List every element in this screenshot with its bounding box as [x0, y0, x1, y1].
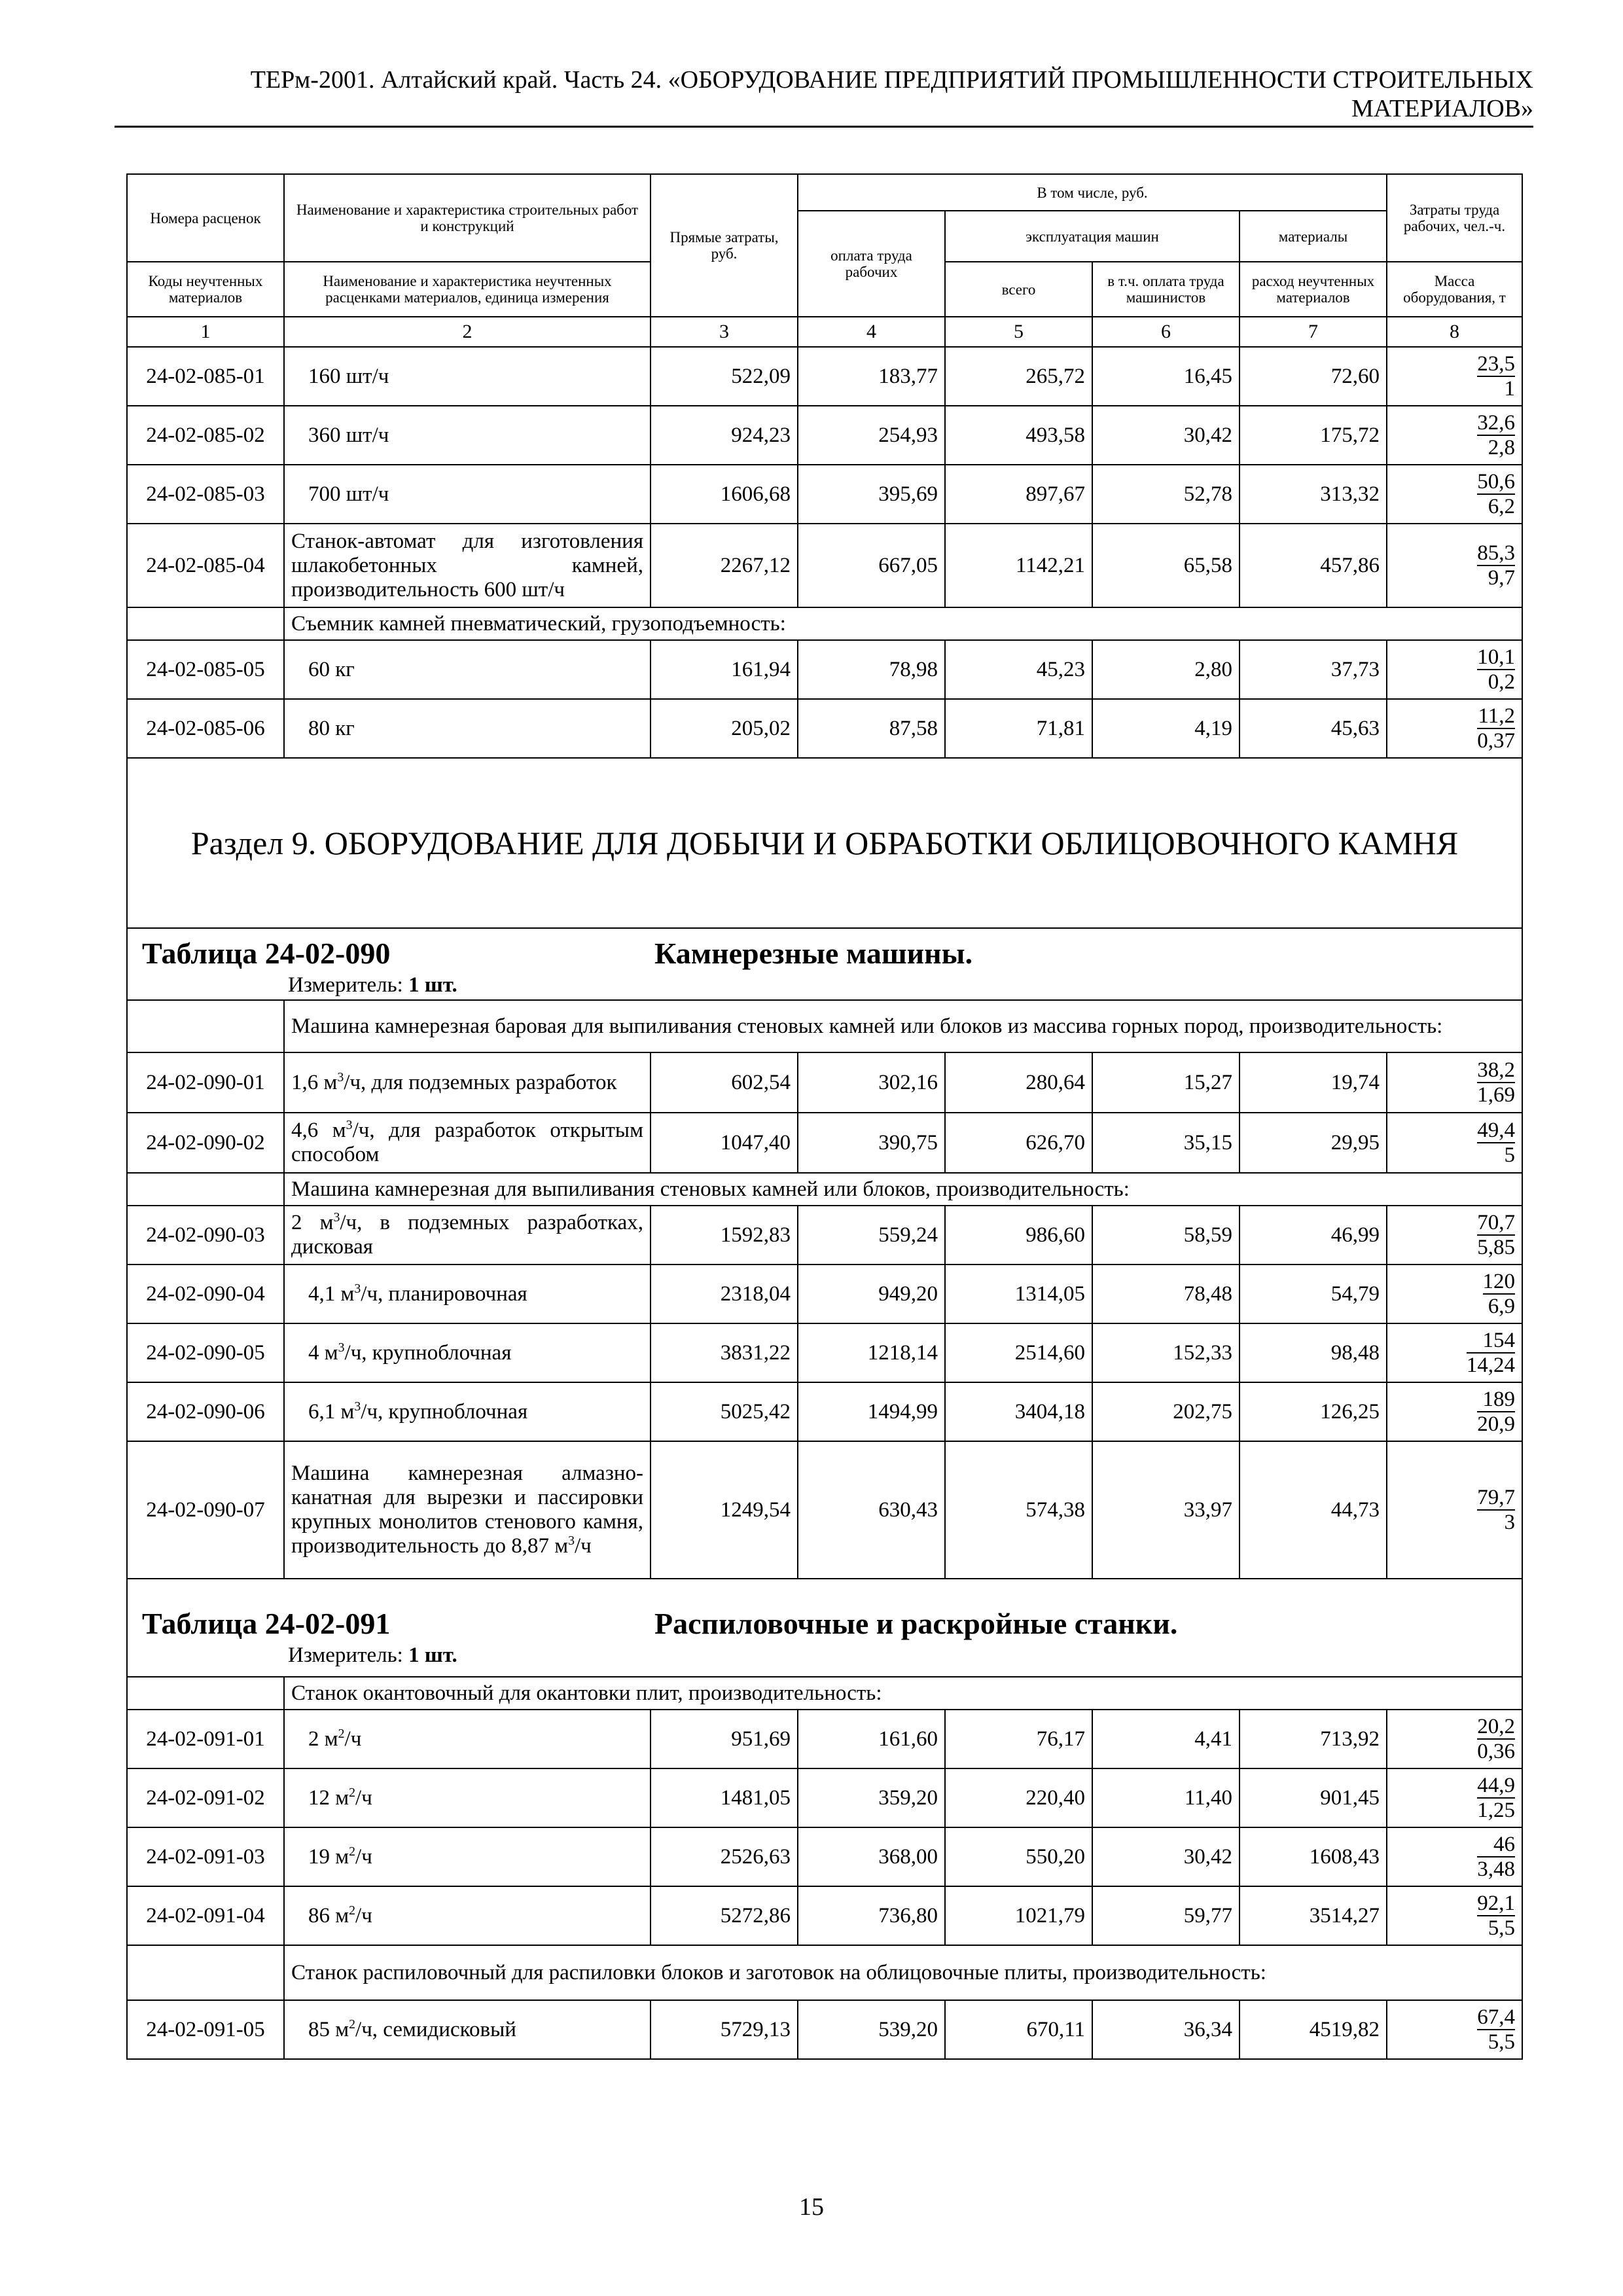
- direct-cost: 205,02: [651, 699, 798, 758]
- table-row: [127, 1206, 1522, 1265]
- rate-unit: /ч, крупноблочная: [361, 1399, 528, 1424]
- col-direct: Прямые затраты, руб.: [651, 174, 798, 317]
- rate-code: 24-02-090-06: [127, 1382, 284, 1441]
- group-row: [127, 1173, 1522, 1206]
- materials: 45,63: [1240, 699, 1387, 758]
- group-title: Машина камнерезная баровая для выпиливания стеновых камней или блоков из массива горных пород, производительность:: [284, 1000, 1522, 1052]
- table-row: [127, 1768, 1522, 1827]
- materials: 1608,43: [1240, 1827, 1387, 1886]
- direct-cost: 924,23: [651, 406, 798, 465]
- col-num: 5: [945, 317, 1092, 347]
- measure-label: Измеритель:: [288, 1643, 403, 1667]
- rate-code: 24-02-085-01: [127, 347, 284, 406]
- mass-value: 2,8: [1488, 436, 1516, 459]
- mass-value: 1: [1504, 377, 1516, 401]
- col-num: 2: [284, 317, 651, 347]
- rate-unit: /ч, для подземных разработок: [344, 1070, 617, 1094]
- rate-qty: 12 м: [308, 1785, 349, 1810]
- machinist-wages: 58,59: [1092, 1206, 1240, 1265]
- rate-name: [284, 1441, 651, 1579]
- measure-value: 1 шт.: [408, 1643, 457, 1667]
- table-row: [127, 1265, 1522, 1323]
- unit-exponent: 2: [349, 2017, 356, 2032]
- rate-qty: Машина камнерезная алмазно-канатная для вырезки и пассировки крупных монолитов стенового камня, производительность до 8,87 м: [291, 1462, 643, 1558]
- rate-code: 24-02-090-01: [127, 1052, 284, 1113]
- col-machines: эксплуатация машин: [945, 211, 1240, 262]
- mass-value: 6,2: [1488, 495, 1516, 518]
- labor-mass: [1387, 1323, 1522, 1382]
- labor-value: 46: [1477, 1833, 1515, 1857]
- machinist-wages: 2,80: [1092, 640, 1240, 699]
- table-title: Распиловочные и раскройные станки.: [654, 1607, 1178, 1640]
- measure-value: 1 шт.: [408, 973, 457, 997]
- rate-unit: /ч: [355, 1785, 372, 1810]
- table-row: [127, 465, 1522, 524]
- rate-code: 24-02-091-03: [127, 1827, 284, 1886]
- mass-value: 6,9: [1488, 1295, 1516, 1318]
- rate-code: 24-02-091-04: [127, 1886, 284, 1945]
- wages: 1494,99: [798, 1382, 945, 1441]
- rate-code: 24-02-090-04: [127, 1265, 284, 1323]
- mass-value: 20,9: [1477, 1412, 1516, 1436]
- section-heading: Раздел 9. ОБОРУДОВАНИЕ ДЛЯ ДОБЫЧИ И ОБРАБОТКИ ОБЛИЦОВОЧНОГО КАМНЯ: [127, 758, 1522, 928]
- labor-value: 49,4: [1477, 1119, 1516, 1142]
- rate-name: 160 шт/ч: [284, 347, 651, 406]
- labor-value: 11,2: [1478, 704, 1516, 728]
- machines-total: 45,23: [945, 640, 1092, 699]
- table-heading: [134, 1605, 1515, 1642]
- rate-code: 24-02-090-07: [127, 1441, 284, 1579]
- unit-exponent: 3: [354, 1281, 361, 1296]
- rate-unit: /ч: [355, 1844, 372, 1869]
- group-spacer: [127, 1173, 284, 1206]
- rate-name: [284, 2000, 651, 2059]
- rate-name: Станок-автомат для изготовления шлакобетонных камней, производительность 600 шт/ч: [284, 524, 651, 607]
- rate-qty: 6,1 м: [308, 1399, 355, 1424]
- wages: 87,58: [798, 699, 945, 758]
- machinist-wages: 30,42: [1092, 406, 1240, 465]
- machinist-wages: 152,33: [1092, 1323, 1240, 1382]
- unit-exponent: 3: [354, 1399, 361, 1414]
- materials: 175,72: [1240, 406, 1387, 465]
- rate-name: [284, 1382, 651, 1441]
- labor-mass: [1387, 406, 1522, 465]
- wages: 390,75: [798, 1113, 945, 1173]
- group-title: Станок окантовочный для окантовки плит, производительность:: [284, 1677, 1522, 1710]
- mass-value: 5,5: [1488, 1916, 1516, 1940]
- col-code-bottom: Коды неучтенных материалов: [127, 262, 284, 317]
- machines-total: 626,70: [945, 1113, 1092, 1173]
- mass-value: 3: [1504, 1511, 1516, 1534]
- labor-value: 32,6: [1477, 411, 1516, 435]
- rate-code: 24-02-090-05: [127, 1323, 284, 1382]
- materials: 37,73: [1240, 640, 1387, 699]
- col-incl-wages: в т.ч. оплата труда машинистов: [1092, 262, 1240, 317]
- rate-name: 360 шт/ч: [284, 406, 651, 465]
- direct-cost: 1592,83: [651, 1206, 798, 1265]
- machinist-wages: 65,58: [1092, 524, 1240, 607]
- direct-cost: 5729,13: [651, 2000, 798, 2059]
- materials: 3514,27: [1240, 1886, 1387, 1945]
- col-incl: В том числе, руб.: [798, 174, 1387, 211]
- group-row: [127, 1000, 1522, 1052]
- rate-name: [284, 1768, 651, 1827]
- machinist-wages: 36,34: [1092, 2000, 1240, 2059]
- labor-mass: [1387, 1886, 1522, 1945]
- table-title-cell: [127, 928, 1522, 1000]
- materials: 54,79: [1240, 1265, 1387, 1323]
- labor-mass: [1387, 1441, 1522, 1579]
- table-row: [127, 1441, 1522, 1579]
- col-materials: материалы: [1240, 211, 1387, 262]
- wages: 183,77: [798, 347, 945, 406]
- wages: 254,93: [798, 406, 945, 465]
- unit-exponent: 3: [333, 1210, 340, 1225]
- table-row: [127, 640, 1522, 699]
- mass-value: 9,7: [1488, 566, 1516, 590]
- col-code-top: Номера расценок: [127, 174, 284, 262]
- mass-value: 1,25: [1477, 1799, 1516, 1822]
- table-number: Таблица 24-02-090: [142, 937, 391, 970]
- machinist-wages: 30,42: [1092, 1827, 1240, 1886]
- direct-cost: 5272,86: [651, 1886, 798, 1945]
- table-measure: [134, 1642, 1515, 1668]
- wages: 630,43: [798, 1441, 945, 1579]
- materials: 46,99: [1240, 1206, 1387, 1265]
- measure-label: Измеритель:: [288, 973, 403, 997]
- unit-exponent: 3: [338, 1340, 345, 1355]
- materials: 126,25: [1240, 1382, 1387, 1441]
- page-number: 15: [799, 2193, 824, 2221]
- machinist-wages: 16,45: [1092, 347, 1240, 406]
- rate-unit: /ч, планировочная: [361, 1282, 527, 1306]
- running-header: [115, 65, 1533, 123]
- wages: 539,20: [798, 2000, 945, 2059]
- col-wages: оплата труда рабочих: [798, 211, 945, 317]
- rate-name: [284, 1206, 651, 1265]
- col-name-bottom: Наименование и характеристика неучтенных расценками материалов, единица измерения: [284, 262, 651, 317]
- labor-value: 10,1: [1477, 645, 1516, 669]
- wages: 667,05: [798, 524, 945, 607]
- labor-mass: [1387, 640, 1522, 699]
- header-rule: [115, 126, 1533, 128]
- rate-name: [284, 1886, 651, 1945]
- wages: 736,80: [798, 1886, 945, 1945]
- machines-total: 76,17: [945, 1710, 1092, 1768]
- materials: 313,32: [1240, 465, 1387, 524]
- rate-name: 700 шт/ч: [284, 465, 651, 524]
- rate-unit: /ч: [574, 1534, 592, 1558]
- direct-cost: 602,54: [651, 1052, 798, 1113]
- unit-exponent: 2: [349, 1785, 356, 1800]
- rates-table-container: [126, 173, 1522, 2060]
- col-labor: Затраты труда рабочих, чел.-ч.: [1387, 174, 1522, 262]
- materials: 4519,82: [1240, 2000, 1387, 2059]
- labor-value: 38,2: [1477, 1058, 1516, 1082]
- table-row: [127, 1382, 1522, 1441]
- group-spacer: [127, 1677, 284, 1710]
- group-spacer: [127, 1000, 284, 1052]
- rate-code: 24-02-085-02: [127, 406, 284, 465]
- table-title-row: [127, 928, 1522, 1000]
- machines-total: 1142,21: [945, 524, 1092, 607]
- machinist-wages: 52,78: [1092, 465, 1240, 524]
- rate-code: 24-02-091-02: [127, 1768, 284, 1827]
- rate-unit: /ч: [344, 1727, 362, 1751]
- machines-total: 2514,60: [945, 1323, 1092, 1382]
- labor-value: 120: [1482, 1270, 1516, 1293]
- labor-value: 20,2: [1477, 1715, 1516, 1738]
- table-row: [127, 1113, 1522, 1173]
- rate-code: 24-02-090-03: [127, 1206, 284, 1265]
- direct-cost: 2267,12: [651, 524, 798, 607]
- table-row: [127, 1886, 1522, 1945]
- rate-qty: 2 м: [308, 1727, 338, 1751]
- mass-value: 5,85: [1477, 1236, 1516, 1259]
- rate-qty: 1,6 м: [291, 1070, 338, 1094]
- col-num: 3: [651, 317, 798, 347]
- mass-value: 5,5: [1488, 2030, 1516, 2054]
- rate-name: [284, 1265, 651, 1323]
- mass-value: 0,2: [1488, 670, 1516, 694]
- machinist-wages: 202,75: [1092, 1382, 1240, 1441]
- rate-name: 60 кг: [284, 640, 651, 699]
- table-title-row: [127, 1579, 1522, 1677]
- materials: 29,95: [1240, 1113, 1387, 1173]
- unit-exponent: 3: [568, 1534, 575, 1548]
- labor-value: 92,1: [1477, 1892, 1516, 1915]
- col-num: 1: [127, 317, 284, 347]
- wages: 395,69: [798, 465, 945, 524]
- rate-unit: /ч, для разработок открытым способом: [291, 1119, 643, 1166]
- machines-total: 493,58: [945, 406, 1092, 465]
- rate-code: 24-02-090-02: [127, 1113, 284, 1173]
- materials: 72,60: [1240, 347, 1387, 406]
- wages: 359,20: [798, 1768, 945, 1827]
- rates-table: [126, 173, 1523, 2060]
- machinist-wages: 4,19: [1092, 699, 1240, 758]
- labor-value: 23,5: [1477, 352, 1516, 376]
- rate-code: 24-02-085-06: [127, 699, 284, 758]
- mass-value: 1,69: [1477, 1083, 1516, 1107]
- labor-value: 85,3: [1477, 541, 1516, 565]
- header-row-1: [127, 174, 1522, 211]
- machinist-wages: 78,48: [1092, 1265, 1240, 1323]
- unit-exponent: 3: [337, 1069, 344, 1085]
- direct-cost: 522,09: [651, 347, 798, 406]
- labor-mass: [1387, 1206, 1522, 1265]
- direct-cost: 2526,63: [651, 1827, 798, 1886]
- machinist-wages: 59,77: [1092, 1886, 1240, 1945]
- machines-total: 220,40: [945, 1768, 1092, 1827]
- machines-total: 1021,79: [945, 1886, 1092, 1945]
- table-row: [127, 406, 1522, 465]
- mass-value: 3,48: [1477, 1857, 1516, 1881]
- table-row: [127, 1323, 1522, 1382]
- machines-total: 1314,05: [945, 1265, 1092, 1323]
- col-num: 6: [1092, 317, 1240, 347]
- rate-code: 24-02-091-01: [127, 1710, 284, 1768]
- direct-cost: 1481,05: [651, 1768, 798, 1827]
- labor-mass: [1387, 1113, 1522, 1173]
- direct-cost: 1047,40: [651, 1113, 798, 1173]
- materials: 19,74: [1240, 1052, 1387, 1113]
- group-spacer: [127, 607, 284, 640]
- materials: 713,92: [1240, 1710, 1387, 1768]
- group-spacer: [127, 1945, 284, 2000]
- labor-value: 79,7: [1477, 1486, 1516, 1509]
- labor-mass: [1387, 1265, 1522, 1323]
- table-title: Камнерезные машины.: [654, 937, 973, 970]
- table-row: [127, 699, 1522, 758]
- group-row: [127, 607, 1522, 640]
- col-consumption: расход неучтенных материалов: [1240, 262, 1387, 317]
- wages: 368,00: [798, 1827, 945, 1886]
- direct-cost: 3831,22: [651, 1323, 798, 1382]
- mass-value: 5: [1504, 1143, 1516, 1167]
- table-title-cell: [127, 1579, 1522, 1677]
- wages: 1218,14: [798, 1323, 945, 1382]
- labor-mass: [1387, 347, 1522, 406]
- labor-mass: [1387, 1710, 1522, 1768]
- col-mass: Масса оборудования, т: [1387, 262, 1522, 317]
- wages: 161,60: [798, 1710, 945, 1768]
- machinist-wages: 33,97: [1092, 1441, 1240, 1579]
- unit-exponent: 2: [349, 1903, 356, 1918]
- group-title: Машина камнерезная для выпиливания стеновых камней или блоков, производительность:: [284, 1173, 1522, 1206]
- direct-cost: 2318,04: [651, 1265, 798, 1323]
- machines-total: 3404,18: [945, 1382, 1092, 1441]
- labor-mass: [1387, 465, 1522, 524]
- column-numbers-row: [127, 317, 1522, 347]
- rate-name: [284, 1323, 651, 1382]
- labor-value: 154: [1467, 1329, 1515, 1354]
- labor-value: 67,4: [1477, 2005, 1516, 2029]
- running-header-line1: ТЕРм-2001. Алтайский край. Часть 24. «ОБОРУДОВАНИЕ ПРЕДПРИЯТИЙ ПРОМЫШЛЕННОСТИ СТРОИТЕЛЬНЫХ: [250, 66, 1533, 94]
- mass-value: 0,37: [1477, 729, 1516, 753]
- running-header-line2: МАТЕРИАЛОВ»: [1351, 95, 1533, 122]
- machinist-wages: 4,41: [1092, 1710, 1240, 1768]
- col-num: 8: [1387, 317, 1522, 347]
- rate-unit: /ч: [355, 1903, 372, 1928]
- rate-name: [284, 1052, 651, 1113]
- table-row: [127, 524, 1522, 607]
- labor-value: 44,9: [1477, 1774, 1516, 1797]
- materials: 901,45: [1240, 1768, 1387, 1827]
- labor-mass: [1387, 2000, 1522, 2059]
- labor-mass: [1387, 1768, 1522, 1827]
- col-total: всего: [945, 262, 1092, 317]
- labor-mass: [1387, 1382, 1522, 1441]
- rate-qty: 4 м: [308, 1340, 338, 1365]
- wages: 78,98: [798, 640, 945, 699]
- table-row: [127, 1710, 1522, 1768]
- labor-mass: [1387, 1827, 1522, 1886]
- materials: 98,48: [1240, 1323, 1387, 1382]
- machines-total: 71,81: [945, 699, 1092, 758]
- unit-exponent: 3: [346, 1118, 353, 1132]
- materials: 44,73: [1240, 1441, 1387, 1579]
- machines-total: 986,60: [945, 1206, 1092, 1265]
- labor-value: 70,7: [1477, 1211, 1516, 1234]
- labor-value: 189: [1477, 1388, 1515, 1412]
- rate-qty: 2 м: [291, 1211, 334, 1234]
- machines-total: 574,38: [945, 1441, 1092, 1579]
- rate-name: [284, 1710, 651, 1768]
- machines-total: 897,67: [945, 465, 1092, 524]
- rate-name: [284, 1113, 651, 1173]
- wages: 949,20: [798, 1265, 945, 1323]
- rate-unit: /ч, семидисковый: [355, 2017, 516, 2041]
- table-measure: [134, 972, 1515, 998]
- machines-total: 280,64: [945, 1052, 1092, 1113]
- group-title: Станок распиловочный для распиловки блоков и заготовок на облицовочные плиты, производительность:: [284, 1945, 1522, 2000]
- table-row: [127, 347, 1522, 406]
- machinist-wages: 15,27: [1092, 1052, 1240, 1113]
- rate-qty: 19 м: [308, 1844, 349, 1869]
- rate-unit: /ч, крупноблочная: [344, 1340, 512, 1365]
- labor-mass: [1387, 524, 1522, 607]
- machinist-wages: 35,15: [1092, 1113, 1240, 1173]
- direct-cost: 161,94: [651, 640, 798, 699]
- rate-name: 80 кг: [284, 699, 651, 758]
- table-heading: [134, 935, 1515, 972]
- mass-value: 14,24: [1466, 1354, 1516, 1377]
- direct-cost: 1606,68: [651, 465, 798, 524]
- machines-total: 550,20: [945, 1827, 1092, 1886]
- table-row: [127, 1052, 1522, 1113]
- machines-total: 670,11: [945, 2000, 1092, 2059]
- rate-code: 24-02-085-05: [127, 640, 284, 699]
- wages: 559,24: [798, 1206, 945, 1265]
- labor-mass: [1387, 699, 1522, 758]
- group-row: [127, 1945, 1522, 2000]
- col-num: 4: [798, 317, 945, 347]
- direct-cost: 5025,42: [651, 1382, 798, 1441]
- unit-exponent: 2: [338, 1726, 345, 1741]
- col-name-top: Наименование и характеристика строительных работ и конструкций: [284, 174, 651, 262]
- rate-name: [284, 1827, 651, 1886]
- machinist-wages: 11,40: [1092, 1768, 1240, 1827]
- rate-code: 24-02-091-05: [127, 2000, 284, 2059]
- group-row: [127, 1677, 1522, 1710]
- section-row: [127, 758, 1522, 928]
- machines-total: 265,72: [945, 347, 1092, 406]
- direct-cost: 1249,54: [651, 1441, 798, 1579]
- table-number: Таблица 24-02-091: [142, 1607, 391, 1640]
- rate-unit: /ч, в подземных разработках, дисковая: [291, 1211, 643, 1259]
- rate-code: 24-02-085-04: [127, 524, 284, 607]
- labor-value: 50,6: [1477, 470, 1516, 493]
- materials: 457,86: [1240, 524, 1387, 607]
- table-row: [127, 1827, 1522, 1886]
- mass-value: 0,36: [1477, 1740, 1516, 1763]
- direct-cost: 951,69: [651, 1710, 798, 1768]
- labor-mass: [1387, 1052, 1522, 1113]
- table-row: [127, 2000, 1522, 2059]
- rate-qty: 4,6 м: [291, 1119, 346, 1142]
- wages: 302,16: [798, 1052, 945, 1113]
- col-num: 7: [1240, 317, 1387, 347]
- rate-qty: 4,1 м: [308, 1282, 355, 1306]
- unit-exponent: 2: [349, 1844, 356, 1859]
- rate-qty: 86 м: [308, 1903, 349, 1928]
- rate-qty: 85 м: [308, 2017, 349, 2041]
- rate-code: 24-02-085-03: [127, 465, 284, 524]
- group-title: Съемник камней пневматический, грузоподъемность:: [284, 607, 1522, 640]
